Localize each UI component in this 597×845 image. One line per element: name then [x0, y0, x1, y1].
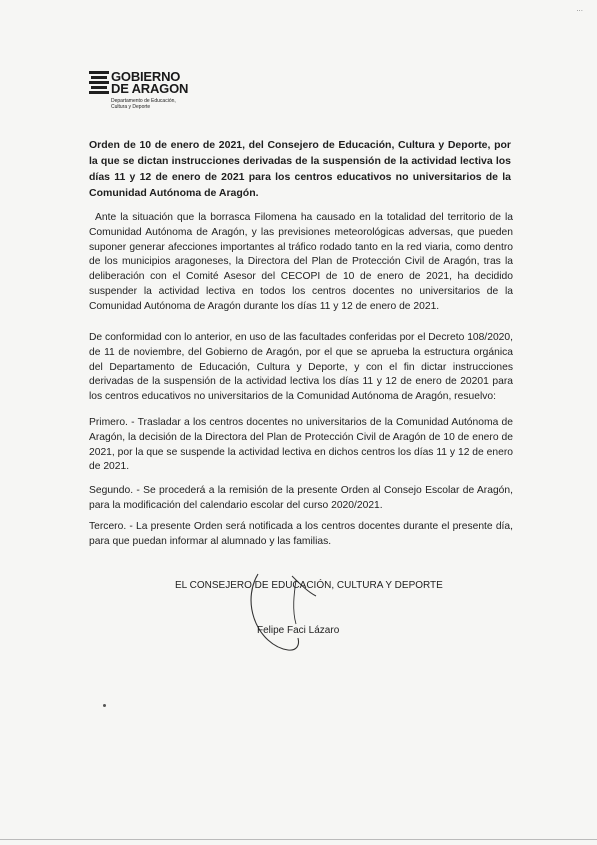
paragraph-context: Ante la situación que la borrasca Filomena ha causado en la totalidad del territorio de la Comunidad Autónoma de Aragón, y las previsiones meteorológicas adversas, que pueden suponer generar afecciones importantes al tráfico rodado tanto en la red viaria, como dentro de los municipios aragoneses, la Directora del Plan de Protección Civil de Aragón, tras la deliberación con el Comité Asesor del CECOPI de 10 de enero de 2021, ha decidido suspender la actividad lectiva en todos los centros docentes no universitarios de la Comunidad Autónoma de Aragón durante los días 11 y 12 de enero de 2021.	[89, 212, 513, 312]
gobierno-aragon-logo	[89, 66, 229, 126]
signer-role: EL CONSEJERO DE EDUCACIÓN, CULTURA Y DEPORTE	[175, 580, 443, 591]
logo-sub-line1: Departamento de Educación,	[111, 98, 176, 104]
logo-sub-line2: Cultura y Deporte	[111, 104, 151, 110]
scan-speck	[103, 704, 106, 707]
logo-line2: DE ARAGON	[111, 81, 189, 96]
signer-name: Felipe Faci Lázaro	[257, 625, 340, 636]
paragraph-primero: Primero. - Trasladar a los centros docentes no universitarios de la Comunidad Autónoma de Aragón, la decisión de la Directora del Plan de Protección Civil de Aragón de 10 de enero de 2021, por la que se suspende la actividad lectiva en dichos centros los días 11 y 12 de enero de 2021.	[89, 417, 513, 473]
corner-mark: ...	[576, 4, 583, 13]
paragraph-segundo: Segundo. - Se procederá a la remisión de la presente Orden al Consejo Escolar de Aragón, para la modificación del calendario escolar del curso 2020/2021.	[89, 485, 513, 511]
logo-stripes-icon	[89, 71, 111, 95]
order-title: Orden de 10 de enero de 2021, del Consejero de Educación, Cultura y Deporte, por la que se dictan instrucciones derivadas de la suspensión de la actividad lectiva los días 11 y 12 de enero de 2021 para los centros educativos no universitarios de la Comunidad Autónoma de Aragón.	[89, 139, 511, 199]
logo-line1: GOBIERNO	[111, 69, 181, 84]
logo-subtitle	[111, 98, 176, 110]
scan-bottom-edge	[0, 839, 597, 840]
paragraph-tercero: Tercero. - La presente Orden será notificada a los centros docentes durante el presente día, para que puedan informar al alumnado y las familias.	[89, 521, 513, 547]
paragraph-conformidad: De conformidad con lo anterior, en uso de las facultades conferidas por el Decreto 108/2020, de 11 de noviembre, del Gobierno de Aragón, por el que se aprueba la estructura orgánica del Departamento de Educación, Cultura y Deporte, y con el fin dictar instrucciones derivadas de la suspensión de la actividad lectiva los días 11 y 12 de enero de 20201 para los centros educativos no universitarios de la Comunidad Autónoma de Aragón, resuelvo:	[89, 332, 513, 403]
